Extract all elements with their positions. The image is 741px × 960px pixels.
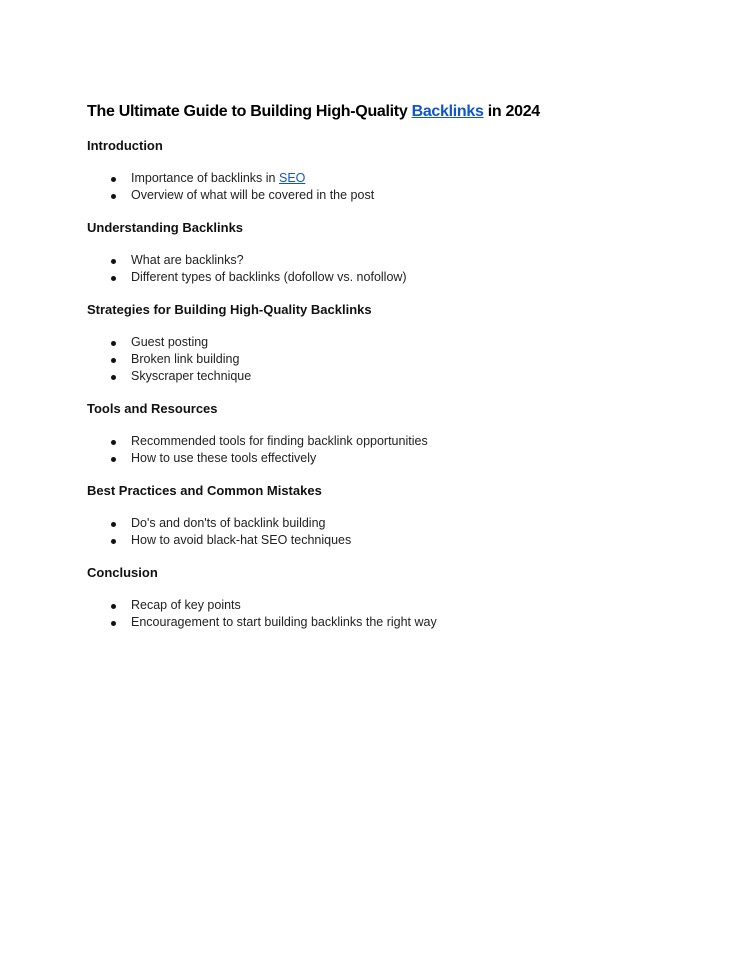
section-strategies [87, 301, 687, 385]
document-title [87, 102, 687, 122]
bullet-icon [111, 259, 116, 264]
list-item-text: Skyscraper technique [131, 369, 252, 383]
bullet-list [87, 170, 687, 204]
list-item [87, 433, 687, 450]
list-item-text: Overview of what will be covered in the post [131, 188, 375, 202]
section-heading: Understanding Backlinks [87, 220, 244, 235]
seo-link[interactable]: SEO [279, 171, 306, 185]
list-item [87, 170, 687, 187]
bullet-icon [111, 341, 116, 346]
list-item [87, 269, 687, 286]
bullet-list [87, 515, 687, 549]
list-item [87, 351, 687, 368]
section-understanding-backlinks [87, 219, 687, 286]
section-heading: Conclusion [87, 565, 158, 580]
list-item-text: Encouragement to start building backlinks the right way [131, 615, 437, 629]
list-item [87, 334, 687, 351]
list-item [87, 614, 687, 631]
bullet-icon [111, 194, 116, 199]
list-item-text: How to avoid black-hat SEO techniques [131, 533, 352, 547]
bullet-icon [111, 440, 116, 445]
title-suffix: in 2024 [483, 103, 540, 120]
section-best-practices [87, 482, 687, 549]
section-heading: Introduction [87, 138, 163, 153]
list-item-text: Guest posting [131, 335, 209, 349]
section-heading: Strategies for Building High-Quality Backlinks [87, 302, 372, 317]
bullet-icon [111, 604, 116, 609]
list-item-text: Broken link building [131, 352, 240, 366]
bullet-icon [111, 539, 116, 544]
bullet-icon [111, 522, 116, 527]
list-item [87, 252, 687, 269]
list-item [87, 532, 687, 549]
list-item [87, 368, 687, 385]
bullet-list [87, 597, 687, 631]
bullet-list [87, 334, 687, 385]
section-conclusion [87, 564, 687, 631]
list-item-text: Importance of backlinks in [131, 171, 279, 185]
list-item-text: Different types of backlinks (dofollow vs. nofollow) [131, 270, 407, 284]
list-item [87, 515, 687, 532]
bullet-icon [111, 177, 116, 182]
list-item-text: Recommended tools for finding backlink opportunities [131, 434, 428, 448]
section-heading: Tools and Resources [87, 401, 218, 416]
list-item-text: How to use these tools effectively [131, 451, 317, 465]
bullet-icon [111, 358, 116, 363]
list-item [87, 597, 687, 614]
section-tools-resources [87, 400, 687, 467]
list-item [87, 450, 687, 467]
bullet-icon [111, 621, 116, 626]
bullet-icon [111, 375, 116, 380]
backlinks-link[interactable]: Backlinks [411, 103, 484, 120]
section-heading: Best Practices and Common Mistakes [87, 483, 322, 498]
bullet-icon [111, 457, 116, 462]
bullet-icon [111, 276, 116, 281]
list-item-text: Do's and don'ts of backlink building [131, 516, 326, 530]
document-body [87, 102, 687, 631]
list-item-text: What are backlinks? [131, 253, 244, 267]
section-introduction [87, 137, 687, 204]
list-item-text: Recap of key points [131, 598, 241, 612]
bullet-list [87, 433, 687, 467]
list-item [87, 187, 687, 204]
bullet-list [87, 252, 687, 286]
title-prefix: The Ultimate Guide to Building High-Quality [87, 103, 412, 120]
